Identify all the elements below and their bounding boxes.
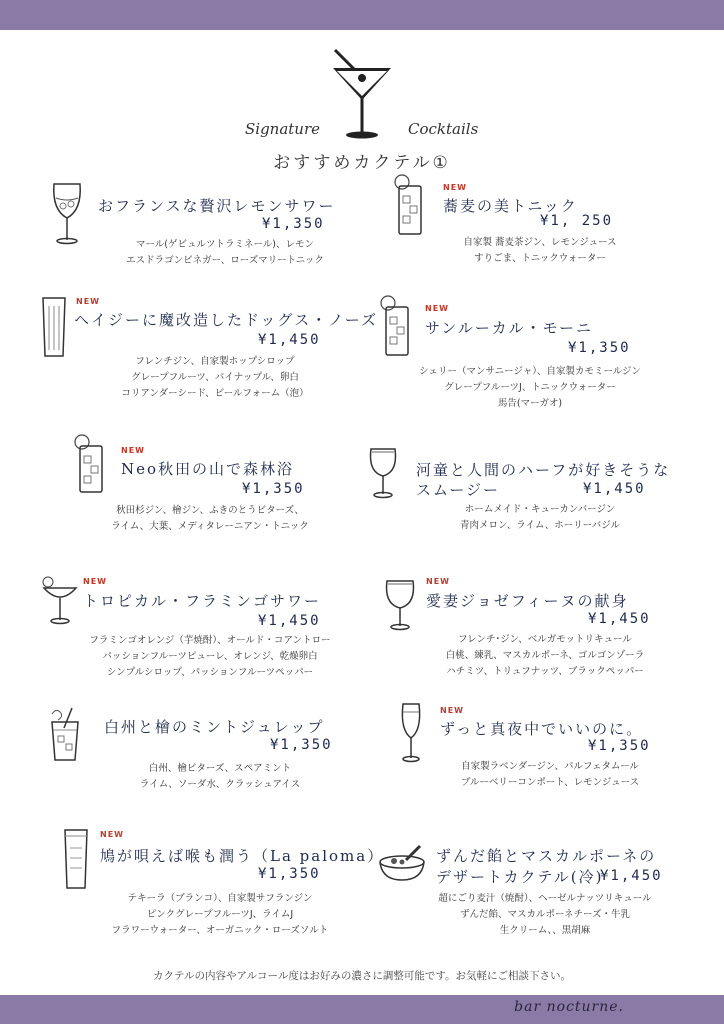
ingredient-line: エスドラゴンビネガー、ローズマリートニック (126, 255, 324, 266)
new-badge: NEW (440, 706, 464, 715)
header-script-right: Cocktails (408, 120, 479, 138)
item-price: ¥1,350 (258, 866, 321, 882)
new-badge: NEW (100, 830, 124, 839)
ingredient-line: すりごま、トニックウォーター (474, 253, 606, 264)
wine-glass-icon (50, 180, 84, 246)
ingredient-line: フラワーウォーター、オーガニック・ローズソルト (111, 925, 329, 936)
item-price: ¥1,450 (583, 481, 646, 497)
item-name: ヘイジーに魔改造したドッグス・ノーズ (74, 311, 379, 329)
item-price: ¥1,350 (588, 738, 651, 754)
ingredient-line: パッションフルーツピューレ、オレンジ、乾燥卵白 (102, 651, 318, 662)
item-name: 愛妻ジョゼフィーヌの献身 (426, 592, 629, 610)
ingredient-line: 白州、檜ビターズ、スペアミント (148, 763, 292, 774)
item-name: おフランスな贅沢レモンサワー (98, 197, 336, 215)
item-price: ¥1,450 (600, 868, 663, 884)
ingredient-line: ライム、大葉、メディタレーニアン・トニック (111, 521, 309, 532)
ingredient-line: グレープフルーツJ、トニックウォーター (444, 382, 616, 393)
ingredient-line: テキーラ（ブランコ）、自家製サフランジン (127, 893, 313, 904)
ingredient-line: 秋田杉ジン、檜ジン、ふきのとうビターズ、 (116, 505, 304, 516)
ingredient-line: 自家製ラベンダージン、パルフェタムール (461, 761, 639, 772)
top-band (0, 0, 724, 30)
goblet-icon (368, 446, 398, 500)
item-name: ずんだ餡とマスカルポーネの (436, 847, 657, 865)
ingredient-line: ピンクグレープフルーツJ、ライムJ (146, 909, 294, 920)
ingredient-line: シェリー（マンサニージャ）、自家製カモミールジン (419, 366, 641, 377)
coupe-glass-icon (40, 574, 80, 626)
ingredient-line: コリアンダーシード、ビールフォーム（泡） (121, 388, 309, 399)
ingredient-line: シンプルシロップ、パッションフルーツペッパー (106, 667, 314, 678)
ingredient-line: ブルーベリーコンポート、レモンジュース (460, 777, 640, 788)
item-name: Neo秋田の山で森林浴 (121, 460, 295, 478)
new-badge: NEW (83, 577, 107, 586)
ingredient-line: 超にごり麦汁（焼酎）、ヘーゼルナッツリキュール (438, 893, 652, 904)
new-badge: NEW (121, 446, 145, 455)
ingredient-line: ライム、ソーダ水、クラッシュアイス (139, 779, 301, 790)
brand-logo: bar nocturne. (514, 999, 624, 1015)
mortar-bowl-icon (376, 844, 428, 884)
ingredient-line: 生クリーム、、黒胡麻 (499, 925, 591, 936)
highball-glass-icon (72, 434, 108, 496)
tall-glass-icon (40, 296, 68, 358)
item-name-line2: デザートカクテル(冷) (436, 868, 604, 886)
ingredient-line: 青肉メロン、ライム、ホーリーバジル (459, 520, 621, 531)
item-price: ¥1,450 (258, 613, 321, 629)
item-name: トロピカル・フラミンゴサワー (83, 592, 322, 610)
ingredient-line: グレープフルーツ、パイナップル、卵白 (131, 372, 299, 383)
new-badge: NEW (426, 577, 450, 586)
new-badge: NEW (443, 183, 467, 192)
item-name: 蕎麦の美トニック (443, 197, 578, 215)
ingredient-line: 馬告(マーガオ) (497, 398, 563, 409)
item-price: ¥1,350 (270, 737, 333, 753)
new-badge: NEW (425, 304, 449, 313)
ingredient-line: ハチミツ、トリュフナッツ、ブラックペッパー (446, 666, 644, 677)
item-price: ¥1, 250 (540, 213, 614, 229)
ingredient-line: ホームメイド・キューカンバージン (464, 504, 616, 515)
julep-glass-icon (46, 706, 84, 762)
item-name: ずっと真夜中でいいのに。 (440, 720, 644, 738)
item-price: ¥1,450 (588, 611, 651, 627)
header-script-left: Signature (245, 120, 321, 138)
item-name: 白州と檜のミントジュレップ (104, 718, 325, 736)
item-name: 河童と人間のハーフが好きそうな (416, 461, 671, 479)
tall-glass-icon (62, 828, 90, 890)
ingredient-line: 自家製 蕎麦茶ジン、レモンジュース (463, 237, 617, 248)
ingredient-line: マール(ゲビュルツトラミネール)、レモン (135, 239, 315, 250)
flute-glass-icon (398, 702, 424, 764)
item-price: ¥1,350 (242, 481, 305, 497)
ingredient-line: ずんだ餡、マスカルポーネチーズ・牛乳 (459, 909, 631, 920)
item-name: 鳩が唄えば喉も潤う（La paloma） (100, 847, 385, 865)
item-price: ¥1,350 (568, 340, 631, 356)
ingredient-line: フレンチ･ジン、ベルガモットリキュール (458, 634, 632, 645)
highball-glass-icon (390, 174, 426, 238)
ingredient-line: フラミンゴオレンジ（芋焼酎）、オールド・コアントロー (89, 635, 331, 646)
new-badge: NEW (76, 297, 100, 306)
highball-glass-icon (378, 295, 414, 359)
page-subtitle: おすすめカクテル① (273, 153, 451, 173)
item-price: ¥1,450 (258, 332, 321, 348)
item-price: ¥1,350 (262, 216, 325, 232)
footer-note: カクテルの内容やアルコール度はお好みの濃さに調整可能です。お気軽にご相談下さい。 (152, 970, 571, 982)
ingredient-line: フレンチジン、自家製ホップシロップ (135, 356, 295, 367)
goblet-icon (384, 578, 416, 632)
item-name-line2: スムージー (416, 481, 500, 499)
item-name: サンルーカル・モーニ (425, 319, 593, 337)
martini-glass-icon (325, 48, 399, 142)
ingredient-line: 白桃、練乳、マスカルポーネ、ゴルゴンゾーラ (445, 650, 645, 661)
